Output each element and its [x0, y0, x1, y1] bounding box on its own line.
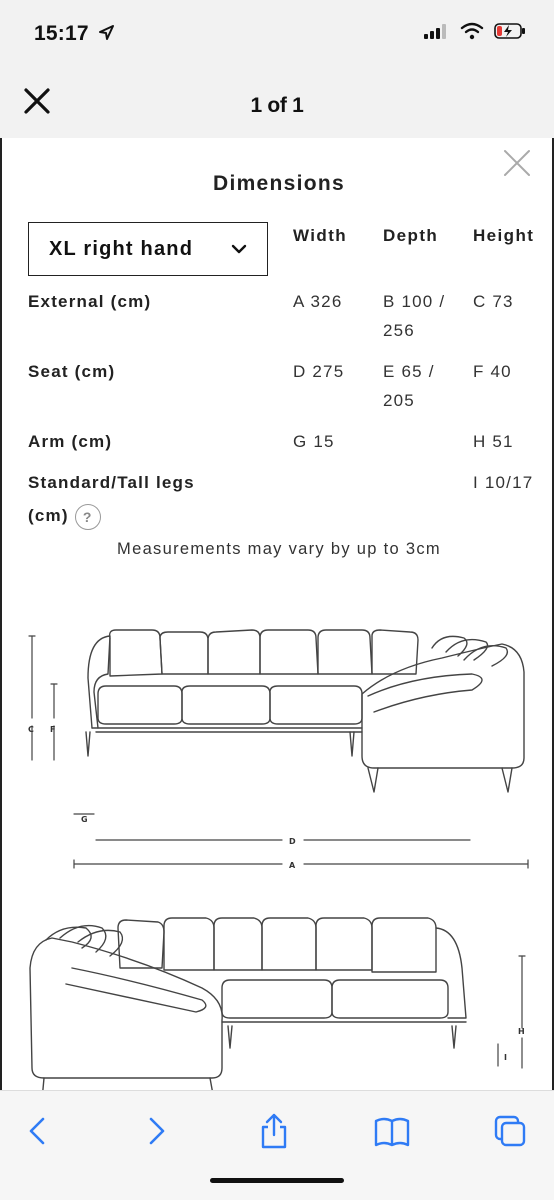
viewer-header [0, 72, 554, 138]
status-bar [0, 0, 554, 72]
size-dropdown[interactable] [28, 222, 268, 276]
chevron-down-icon [231, 243, 247, 255]
battery-charging-icon [494, 22, 526, 40]
column-header-height: Height [473, 226, 535, 245]
browser-toolbar [0, 1090, 554, 1200]
height-dimension-lines [29, 636, 57, 760]
seat-width: D 275 [293, 362, 345, 381]
sofa-side-view-bottom [30, 918, 466, 1090]
dimensions-sheet [0, 138, 554, 1090]
dimension-label-c: C [28, 725, 34, 734]
seat-depth-2: 205 [383, 391, 415, 410]
dimension-label-a: A [289, 861, 296, 870]
dimension-label-f: F [50, 725, 56, 734]
dimension-label-h: H [518, 1027, 525, 1036]
back-icon[interactable] [18, 1111, 58, 1151]
share-icon[interactable] [254, 1111, 294, 1151]
measurement-note: Measurements may vary by up to 3cm [117, 540, 441, 558]
row-label-legs-unit: (cm) ? [28, 501, 101, 531]
arm-height: H 51 [473, 432, 514, 451]
row-label-seat: Seat (cm) [28, 362, 116, 381]
sofa-side-view-top [86, 630, 524, 792]
arm-width: G 15 [293, 432, 335, 451]
size-dropdown-value: XL right hand [49, 237, 194, 260]
external-width: A 326 [293, 292, 343, 311]
signal-icon [424, 23, 450, 39]
legs-height: I 10/17 [473, 473, 534, 492]
wifi-icon [460, 22, 484, 40]
external-depth-1: B 100 / [383, 292, 446, 311]
dimension-label-d: D [289, 837, 296, 846]
row-label-legs: Standard/Tall legs [28, 473, 195, 492]
row-label-external: External (cm) [28, 292, 152, 311]
home-indicator [210, 1178, 344, 1183]
forward-icon[interactable] [136, 1111, 176, 1151]
column-header-depth: Depth [383, 226, 439, 245]
seat-depth-1: E 65 / [383, 362, 435, 381]
external-height: C 73 [473, 292, 514, 311]
column-header-width: Width [293, 226, 348, 245]
status-icons [424, 22, 526, 40]
help-icon[interactable]: ? [75, 504, 101, 530]
external-depth-2: 256 [383, 321, 415, 340]
status-time: 15:17 [34, 22, 115, 46]
row-label-arm: Arm (cm) [28, 432, 113, 451]
arm-height-dimension-lines [498, 956, 525, 1068]
dimension-label-g: G [81, 815, 88, 824]
width-dimension-lines [74, 814, 528, 868]
seat-height: F 40 [473, 362, 512, 381]
image-counter: 1 of 1 [250, 94, 304, 117]
bookmarks-icon[interactable] [372, 1111, 412, 1151]
page-title: Dimensions [212, 172, 346, 195]
tabs-icon[interactable] [490, 1111, 530, 1151]
sofa-dimension-diagram [2, 608, 552, 1090]
dimension-label-i: I [504, 1053, 507, 1062]
location-arrow-icon [97, 24, 115, 42]
